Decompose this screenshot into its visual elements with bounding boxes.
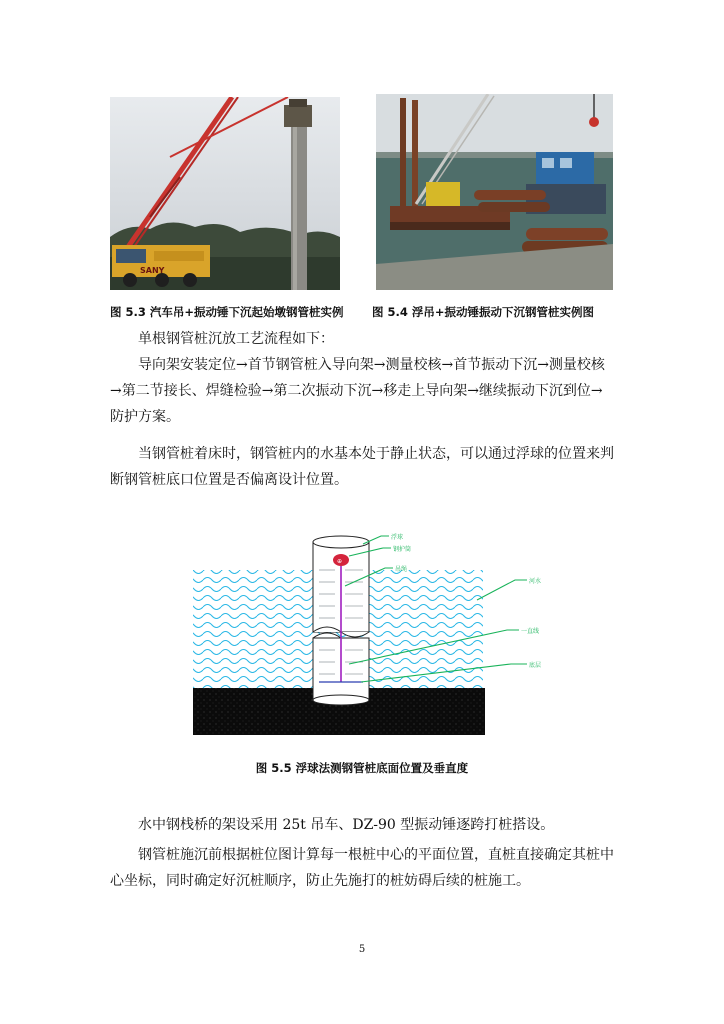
paragraph-trestle: 水中钢栈桥的架设采用 25t 吊车、DZ-90 型振动锤逐跨打桩搭设。 <box>138 817 555 833</box>
figure-caption: 图 5.5 浮球法测钢管桩底面位置及垂直度 <box>255 761 469 775</box>
label-bottom: 底层 <box>529 662 542 669</box>
paragraph-process-intro: 单根钢管桩沉放工艺流程如下： <box>138 331 334 347</box>
label-float-ball: 浮球 <box>391 534 404 541</box>
label-plumb: 一直线 <box>521 628 540 635</box>
photo-right-caption: 图 5.4 浮吊+振动锤振动下沉钢管桩实例图 <box>372 305 595 319</box>
float-ball-diagram <box>185 530 565 745</box>
page-number: 5 <box>358 944 366 955</box>
paragraph-float-ball-method: 当钢管桩着床时，钢管桩内的水基本处于静止状态，可以通过浮球的位置来判断钢管桩底口位置是否偏离设计位置。 <box>110 446 614 488</box>
label-wire: 吊绳 <box>395 566 408 573</box>
svg-text:⊕: ⊕ <box>337 558 343 565</box>
photo-left-caption: 图 5.3 汽车吊+振动锤下沉起始墩钢管桩实例 <box>110 305 344 319</box>
label-water: 河水 <box>529 578 542 585</box>
label-casing: 钢护筒 <box>393 546 412 553</box>
crane-truck-photo <box>110 97 340 290</box>
floating-crane-photo <box>376 94 613 290</box>
paragraph-pile-positioning: 钢管桩施沉前根据桩位图计算每一根桩中心的平面位置，直桩直接确定其桩中心坐标，同时确定好沉桩顺序，防止先施打的桩妨碍后续的桩施工。 <box>110 847 614 889</box>
paragraph-process-flow: 导向架安装定位→首节钢管桩入导向架→测量校核→首节振动下沉→测量校核→第二节接长、焊缝检验→第二次振动下沉→移走上导向架→继续振动下沉到位→防护方案。 <box>110 357 605 425</box>
crane-brand-text: SANY <box>140 266 165 275</box>
